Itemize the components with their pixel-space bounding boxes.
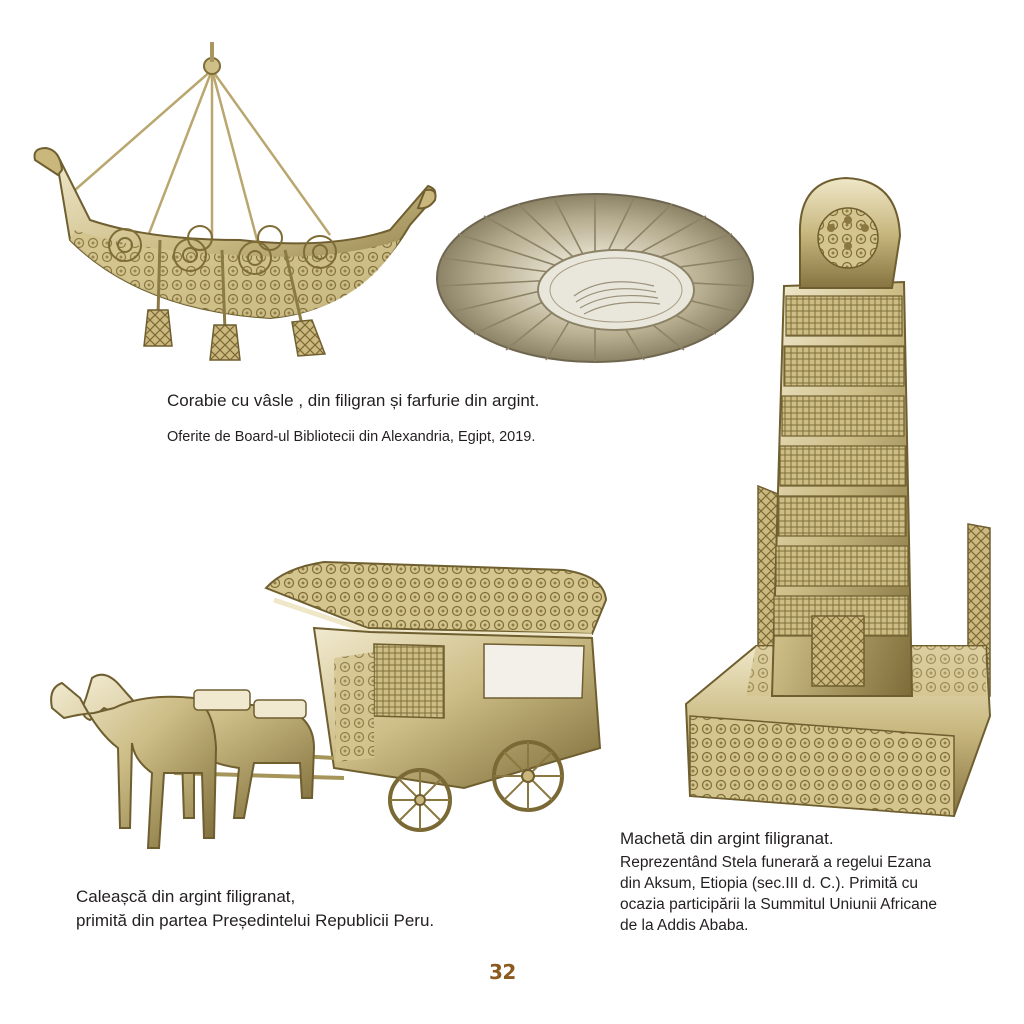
stela-photo [686,176,994,816]
page-number: 32 [489,960,516,984]
carriage-photo [44,548,614,868]
stela-caption-line-4: de la Addis Ababa. [620,917,749,934]
stela-caption-title: Machetă din argint filigranat. [620,829,834,848]
boat-caption-title: Corabie cu vâsle , din filigran și farfurie din argint. [167,391,540,410]
stela-caption-line-3: ocazia participării la Summitul Uniunii Africane [620,896,938,913]
boat-caption-subtitle: Oferite de Board-ul Bibliotecii din Alexandria, Egipt, 2019. [167,429,536,445]
boat-photo [30,40,440,360]
stela-caption-line-1: Reprezentând Stela funerară a regelui Ezana [620,854,932,871]
carriage-caption-line-2: primită din partea Președintelui Republicii Peru. [76,911,435,930]
carriage-caption-line-1: Caleașcă din argint filigranat, [76,887,296,906]
stela-caption-line-2: din Aksum, Etiopia (sec.III d. C.). Primită cu [620,875,919,892]
